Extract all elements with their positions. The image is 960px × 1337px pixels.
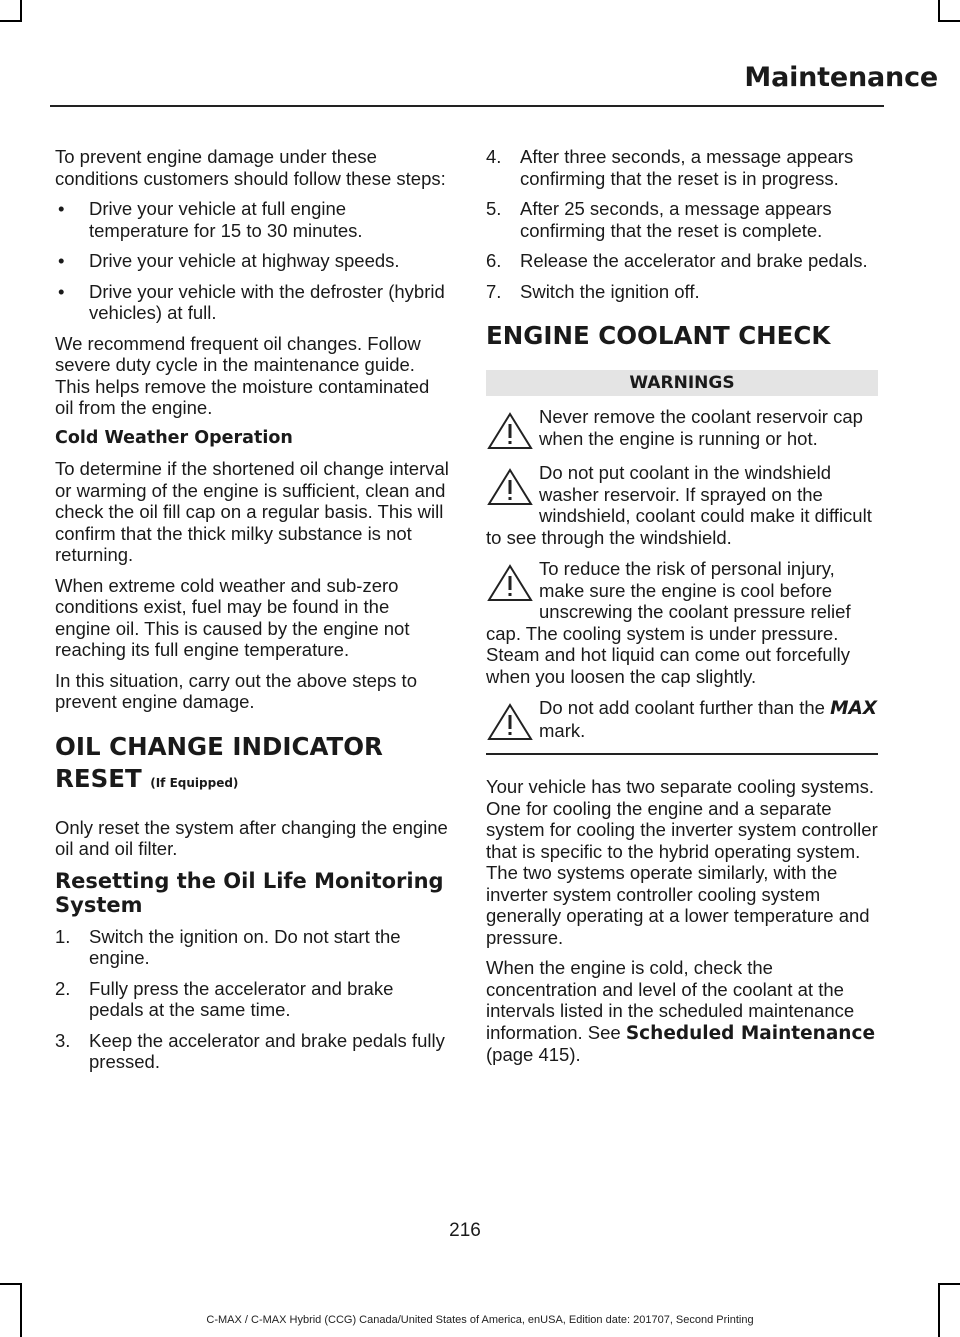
page-number: 216 bbox=[449, 1220, 481, 1241]
page-header-title: Maintenance bbox=[744, 62, 938, 93]
warning-triangle-icon bbox=[486, 564, 534, 602]
header-rule bbox=[50, 105, 884, 107]
warning-item: Do not add coolant further than the MAX mark. bbox=[486, 697, 878, 743]
left-column bbox=[55, 146, 449, 1082]
list-item: 4. After three seconds, a message appears confirming that the reset is in progress. bbox=[486, 146, 854, 189]
bullet-marker: • bbox=[58, 198, 65, 219]
crop-mark bbox=[0, 20, 22, 22]
list-item: 6. Release the accelerator and brake pedals. bbox=[486, 250, 868, 271]
list-item: • Drive your vehicle at full engine temperature for 15 to 30 minutes. bbox=[58, 198, 363, 241]
crop-mark bbox=[938, 1283, 960, 1285]
engine-coolant-heading: ENGINE COOLANT CHECK bbox=[486, 321, 831, 350]
coolant-check-paragraph: When the engine is cold, check the concentration and level of the coolant at the intervals listed in the scheduled maintenance information. See Scheduled Maintenance (page 415). bbox=[486, 957, 875, 1065]
oil-reset-intro: Only reset the system after changing the engine oil and oil filter. bbox=[55, 816, 448, 859]
crop-mark bbox=[938, 20, 960, 22]
crop-mark bbox=[938, 1283, 940, 1337]
crop-mark bbox=[20, 0, 22, 20]
warning-triangle-icon bbox=[486, 412, 534, 450]
cold-weather-paragraph-1: To determine if the shortened oil change interval or warming of the engine is sufficient, clean and check the oil fill cap on a regular basis. This will confirm that the thick milky substance is not returning. bbox=[55, 458, 449, 565]
crop-mark bbox=[938, 0, 940, 20]
scheduled-maintenance-link[interactable]: Scheduled Maintenance bbox=[625, 1022, 875, 1044]
warnings-end-rule bbox=[486, 753, 878, 755]
intro-paragraph: To prevent engine damage under these conditions customers should follow these steps: bbox=[55, 146, 446, 189]
warning-triangle-icon bbox=[486, 468, 534, 506]
crop-mark bbox=[0, 1283, 22, 1285]
warning-item: Do not put coolant in the windshield washer reservoir. If sprayed on the windshield, coolant could make it difficult to see through the windshield. bbox=[486, 462, 872, 548]
list-item: 3. Keep the accelerator and brake pedals fully pressed. bbox=[55, 1029, 445, 1072]
warning-item: Never remove the coolant reservoir cap when the engine is running or hot. bbox=[486, 406, 878, 452]
list-item: 1. Switch the ignition on. Do not start the engine. bbox=[55, 925, 401, 968]
cold-weather-paragraph-2: When extreme cold weather and sub-zero conditions exist, fuel may be found in the engine oil. This is caused by the engine not reaching its full engine temperature. bbox=[55, 574, 410, 660]
oil-change-indicator-heading: OIL CHANGE INDICATOR RESET (If Equipped) bbox=[55, 731, 383, 793]
bullet-marker: • bbox=[58, 280, 65, 302]
list-item: • Drive your vehicle with the defroster (hybrid vehicles) at full. bbox=[58, 280, 445, 323]
max-mark-label: MAX bbox=[830, 698, 878, 719]
list-item: • Drive your vehicle at highway speeds. bbox=[58, 250, 400, 271]
cold-weather-heading: Cold Weather Operation bbox=[55, 427, 293, 448]
list-item: 5. After 25 seconds, a message appears confirming that the reset is complete. bbox=[486, 198, 832, 241]
list-item: 7. Switch the ignition off. bbox=[486, 280, 700, 302]
reset-heading: Resetting the Oil Life Monitoring System bbox=[55, 868, 444, 917]
warnings-header: WARNINGS bbox=[486, 370, 878, 396]
if-equipped-note: (If Equipped) bbox=[150, 775, 239, 790]
warning-triangle-icon bbox=[486, 703, 534, 741]
right-column bbox=[486, 146, 878, 1075]
recommend-paragraph: We recommend frequent oil changes. Follow severe duty cycle in the maintenance guide. This helps remove the moisture contaminated oil from the engine. bbox=[55, 332, 430, 418]
cooling-systems-paragraph: Your vehicle has two separate cooling systems. One for cooling the engine and a separate system for cooling the inverter system controller that is specific to the hybrid operating system. The two systems operate similarly, with the inverter system controller cooling system generally operating at a lower temperature and pressure. bbox=[486, 776, 878, 948]
warning-item: To reduce the risk of personal injury, make sure the engine is cool before unscrewing the coolant pressure relief cap. The cooling system is under pressure. Steam and hot liquid can come out forcefully when you loosen the cap slightly. bbox=[486, 558, 851, 687]
list-item: 2. Fully press the accelerator and brake pedals at the same time. bbox=[55, 977, 394, 1020]
cold-weather-paragraph-3: In this situation, carry out the above steps to prevent engine damage. bbox=[55, 669, 417, 712]
crop-mark bbox=[20, 1283, 22, 1337]
bullet-marker: • bbox=[58, 250, 65, 271]
footer-text: C-MAX / C-MAX Hybrid (CCG) Canada/United States of America, enUSA, Edition date: 201707, Second Printing bbox=[206, 1314, 754, 1326]
